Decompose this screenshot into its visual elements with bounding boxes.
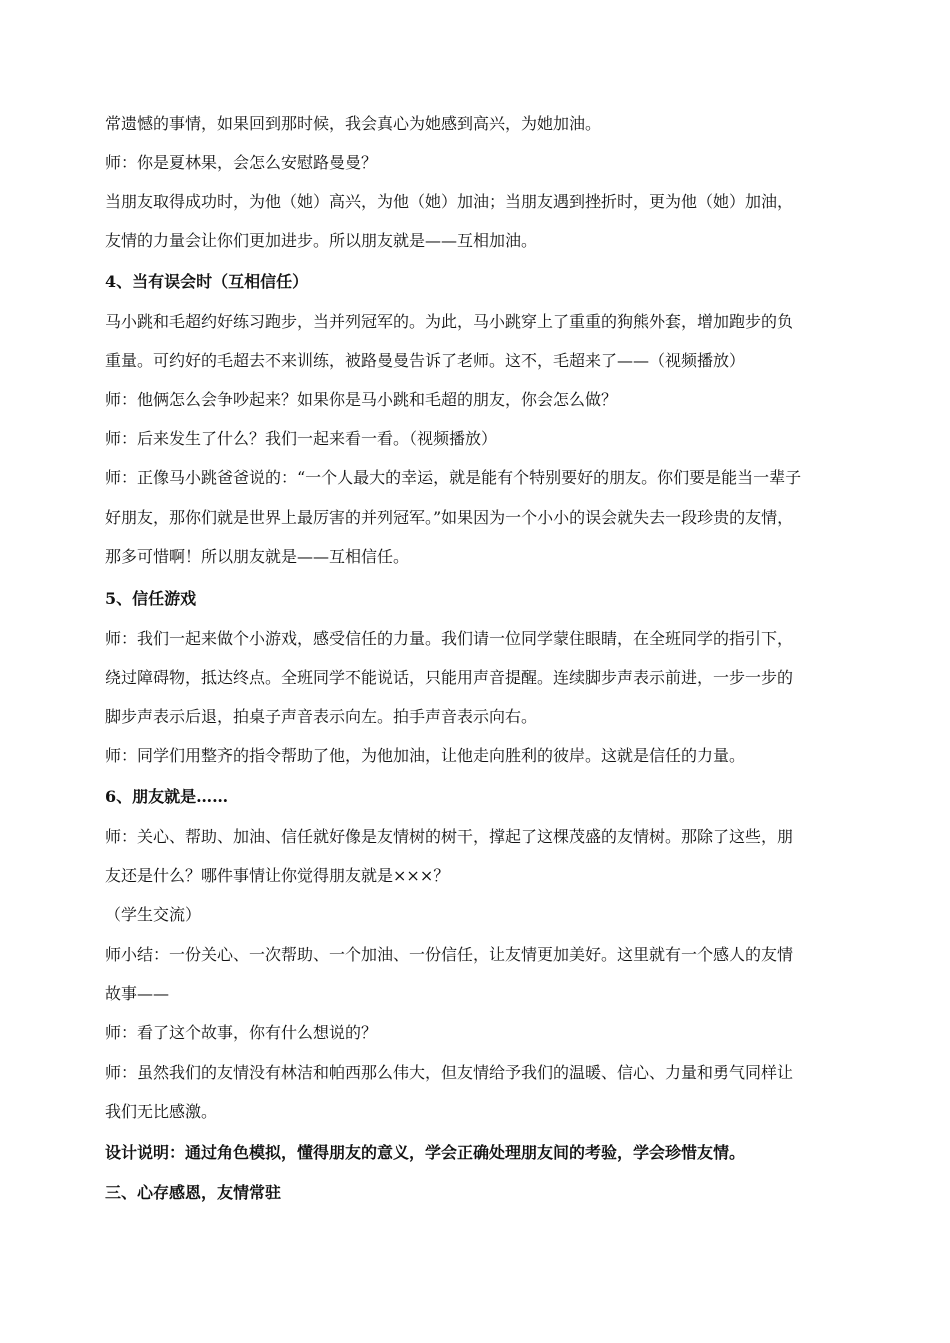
text-line: 重量。可约好的毛超去不来训练，被路曼曼告诉了老师。这不，毛超来了——（视频播放） [105,351,746,370]
text-line: 友还是什么？哪件事情让你觉得朋友就是×××？ [105,866,450,885]
text-line: 师小结：一份关心、一次帮助、一个加油、一份信任，让友情更加美好。这里就有一个感人的友情 [105,945,794,964]
text-line: 师：他俩怎么会争吵起来？如果你是马小跳和毛超的朋友，你会怎么做？ [105,390,618,409]
text-line: 当朋友取得成功时，为他（她）高兴，为他（她）加油；当朋友遇到挫折时，更为他（她）加油， [105,192,794,211]
text-line: 师：关心、帮助、加油、信任就好像是友情树的树干，撑起了这棵茂盛的友情树。那除了这些，朋 [105,827,794,846]
text-line: 故事—— [105,984,170,1003]
text-line: 那多可惜啊！所以朋友就是——互相信任。 [105,547,410,566]
section-heading: 6、朋友就是…… [105,787,229,806]
design-note: 设计说明：通过角色模拟，懂得朋友的意义，学会正确处理朋友间的考验，学会珍惜友情。 [105,1143,746,1162]
text-line: 师：虽然我们的友情没有林洁和帕西那么伟大，但友情给予我们的温暖、信心、力量和勇气同样让 [105,1063,794,1082]
text-line: 脚步声表示后退，拍桌子声音表示向左。拍手声音表示向右。 [105,707,538,726]
text-line: 马小跳和毛超约好练习跑步，当并列冠军的。为此，马小跳穿上了重重的狗熊外套，增加跑步的负 [105,312,794,331]
text-line: 师：看了这个故事，你有什么想说的？ [105,1023,378,1042]
section-heading: 4、当有误会时（互相信任） [105,272,309,291]
text-line: 师：正像马小跳爸爸说的：“一个人最大的幸运，就是能有个特别要好的朋友。你们要是能当一辈子 [105,468,802,487]
text-line: 绕过障碍物，抵达终点。全班同学不能说话，只能用声音提醒。连续脚步声表示前进，一步一步的 [105,668,794,687]
text-line: （学生交流） [105,905,202,924]
text-line: 我们无比感激。 [105,1102,218,1121]
text-line: 友情的力量会让你们更加进步。所以朋友就是——互相加油。 [105,231,538,250]
section-heading: 5、信任游戏 [105,589,197,608]
section-heading: 三、心存感恩，友情常驻 [105,1183,282,1202]
text-line: 师：后来发生了什么？我们一起来看一看。（视频播放） [105,429,498,448]
text-line: 师：同学们用整齐的指令帮助了他，为他加油，让他走向胜利的彼岸。这就是信任的力量。 [105,746,746,765]
text-line: 好朋友，那你们就是世界上最厉害的并列冠军。”如果因为一个小小的误会就失去一段珍贵的友情， [105,508,794,527]
text-line: 常遗憾的事情，如果回到那时候，我会真心为她感到高兴，为她加油。 [105,114,602,133]
text-line: 师：我们一起来做个小游戏，感受信任的力量。我们请一位同学蒙住眼睛，在全班同学的指引下， [105,629,794,648]
text-line: 师：你是夏林果，会怎么安慰路曼曼？ [105,153,378,172]
